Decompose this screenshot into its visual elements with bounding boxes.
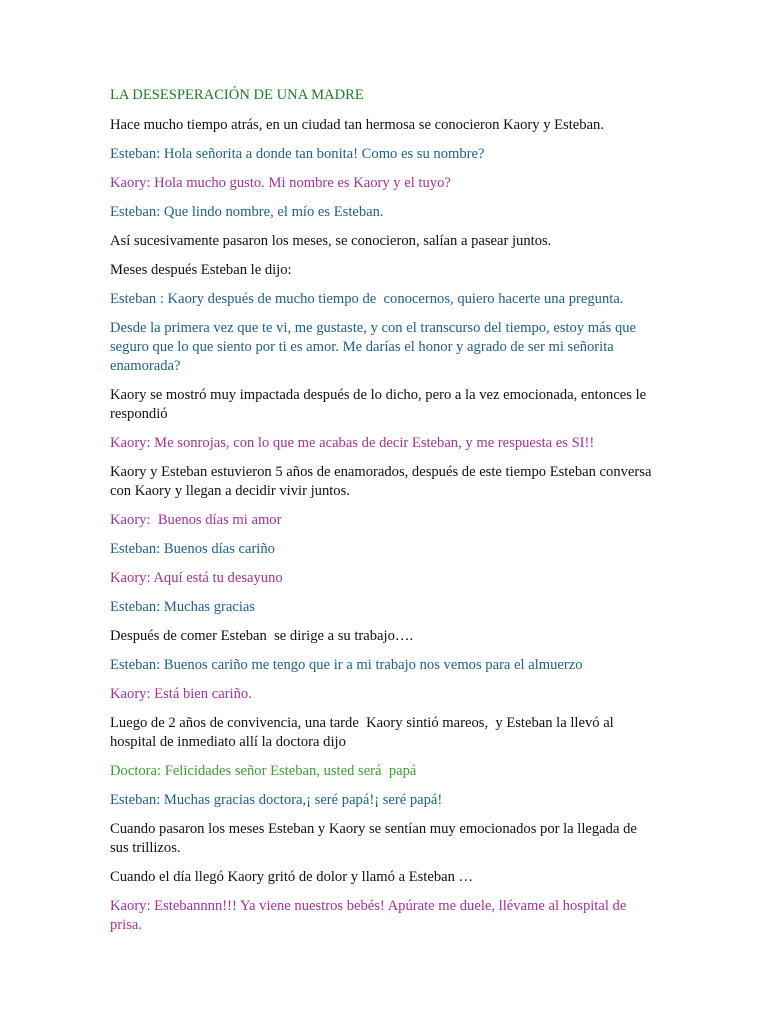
- narration-paragraph: Luego de 2 años de convivencia, una tarde Kaory sintió mareos, y Esteban la llevó al hospital de inmediato allí la doctora dijo: [110, 715, 618, 750]
- narration-paragraph: Hace mucho tiempo atrás, en un ciudad tan hermosa se conocieron Kaory y Esteban.: [110, 117, 604, 133]
- esteban-dialogue: Esteban: Buenos días cariño: [110, 541, 275, 557]
- kaory-dialogue: Kaory: Hola mucho gusto. Mi nombre es Kaory y el tuyo?: [110, 175, 451, 191]
- esteban-dialogue: Esteban: Buenos cariño me tengo que ir a mi trabajo nos vemos para el almuerzo: [110, 657, 583, 673]
- narration-paragraph: Meses después Esteban le dijo:: [110, 262, 292, 278]
- esteban-dialogue: Esteban: Hola señorita a donde tan bonita! Como es su nombre?: [110, 146, 485, 162]
- kaory-dialogue: Kaory: Aquí está tu desayuno: [110, 570, 283, 586]
- doctora-dialogue: Doctora: Felicidades señor Esteban, usted será papá: [110, 763, 417, 779]
- narration-paragraph: Cuando pasaron los meses Esteban y Kaory se sentían muy emocionados por la llegada de sus trillizos.: [110, 821, 641, 856]
- document-title: LA DESESPERACIÓN DE UNA MADRE: [110, 87, 364, 103]
- kaory-dialogue: Kaory: Está bien cariño.: [110, 686, 252, 702]
- narration-paragraph: Así sucesivamente pasaron los meses, se conocieron, salían a pasear juntos.: [110, 233, 552, 249]
- narration-paragraph: Después de comer Esteban se dirige a su trabajo….: [110, 628, 414, 644]
- kaory-dialogue: Kaory: Estebannnn!!! Ya viene nuestros bebés! Apúrate me duele, llévame al hospital de prisa.: [110, 898, 630, 933]
- esteban-dialogue: Esteban: Muchas gracias: [110, 599, 256, 615]
- narration-paragraph: Cuando el día llegó Kaory gritó de dolor y llamó a Esteban …: [110, 869, 474, 885]
- esteban-dialogue: Esteban: Muchas gracias doctora,¡ seré papá!¡ seré papá!: [110, 792, 443, 808]
- narration-paragraph: Kaory y Esteban estuvieron 5 años de enamorados, después de este tiempo Esteban conversa con Kaory y llegan a decidir vivir juntos.: [110, 464, 656, 499]
- esteban-dialogue: Desde la primera vez que te vi, me gustaste, y con el transcurso del tiempo, estoy más que seguro que lo que siento por ti es amor. Me darías el honor y agrado de ser mi señorita enamorada?: [110, 320, 640, 374]
- kaory-dialogue: Kaory: Buenos días mi amor: [110, 512, 282, 528]
- esteban-dialogue: Esteban : Kaory después de mucho tiempo de conocernos, quiero hacerte una pregunta.: [110, 291, 624, 307]
- esteban-dialogue: Esteban: Que lindo nombre, el mío es Esteban.: [110, 204, 384, 220]
- kaory-dialogue: Kaory: Me sonrojas, con lo que me acabas de decir Esteban, y me respuesta es SI!!: [110, 435, 595, 451]
- narration-paragraph: Kaory se mostró muy impactada después de lo dicho, pero a la vez emocionada, entonces le respondió: [110, 387, 650, 422]
- document-page: [110, 86, 658, 945]
